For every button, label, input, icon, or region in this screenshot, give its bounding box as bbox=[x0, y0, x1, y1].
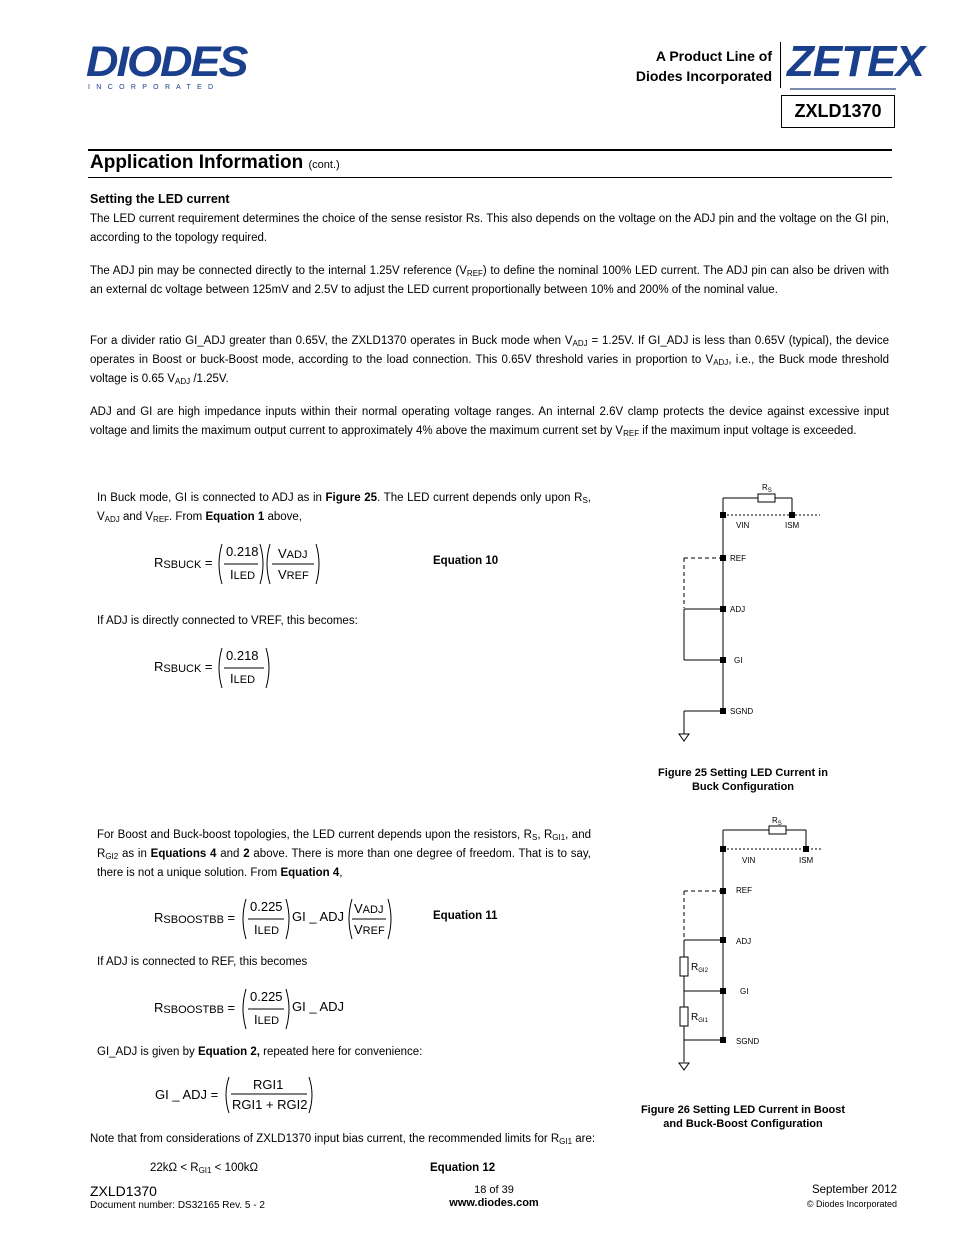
subheading: Setting the LED current bbox=[90, 192, 230, 206]
section-title-suffix: (cont.) bbox=[308, 159, 340, 171]
boost-sub-s: S bbox=[531, 833, 538, 842]
boost-ref-text: If ADJ is connected to REF, this becomes bbox=[97, 956, 308, 968]
fig25-ground-symbol bbox=[679, 734, 689, 741]
fig25-label-rs: $R_S$ bbox=[762, 483, 772, 494]
eqbr-num: 0.225 bbox=[250, 989, 283, 1004]
diodes-logo-subtext: I N C O R P O R A T E D bbox=[88, 84, 216, 91]
boost-intro-a: For Boost and Buck-boost topologies, the LED current depends upon the resistors, R bbox=[97, 829, 532, 841]
fig26-pin-ref bbox=[720, 888, 726, 894]
p2-text-b: ) to define the nominal 100% LED current. The ADJ pin can also be driven with an external dc voltage between 125mV and 2.5V to adjust the LED current proportionally between 10% and 200% of the nominal value. bbox=[90, 265, 889, 296]
fig25-label-adj: ADJ bbox=[730, 605, 746, 614]
eq10-vden-sub: REF bbox=[286, 570, 309, 582]
fig26-label-gi: GI bbox=[740, 987, 749, 996]
eqbd-lhs-sub: SBUCK bbox=[163, 663, 202, 675]
fig26-label-vin: VIN bbox=[742, 856, 756, 865]
eq11-den-sub: LED bbox=[257, 925, 280, 937]
p2-sub: REF bbox=[466, 269, 483, 278]
eq11-vnum bbox=[354, 901, 383, 916]
p3-sub-3: ADJ bbox=[175, 377, 191, 386]
eq10-vnum-v: V bbox=[278, 546, 287, 561]
buck-sub-s: S bbox=[582, 496, 588, 505]
p3-sub-1: ADJ bbox=[572, 339, 588, 348]
fig25-label-sgnd: SGND bbox=[730, 707, 754, 716]
boost-intro-g: , bbox=[339, 867, 343, 879]
eq12-text-b: < 100kΩ bbox=[211, 1162, 259, 1174]
eq10-vden-v: V bbox=[278, 567, 287, 582]
eq11-vden-v: V bbox=[354, 922, 363, 937]
boost-intro-eq: Equation 4 bbox=[280, 867, 340, 879]
buck-intro-b: . The LED current depends only upon R bbox=[377, 492, 583, 504]
eq11-vden-sub: REF bbox=[362, 925, 385, 937]
eqbr-giadj: GI _ ADJ bbox=[292, 999, 345, 1014]
eqgi-num: RGI1 bbox=[253, 1077, 284, 1092]
eq10-vden bbox=[278, 567, 309, 582]
footer-url[interactable]: www.diodes.com bbox=[449, 1197, 539, 1209]
figure-25-schematic bbox=[670, 478, 830, 748]
buck-sub-ref: REF bbox=[153, 515, 170, 524]
eq11-vnum-v: V bbox=[354, 901, 363, 916]
eqbd-lhs: $R_{SBUCK}$ = bbox=[154, 659, 213, 675]
equation-11 bbox=[154, 895, 404, 943]
eq11-giadj: GI _ ADJ bbox=[292, 909, 345, 924]
boost-intro-eq4: Equations 4 bbox=[150, 848, 217, 860]
equation-buck-direct bbox=[154, 644, 284, 692]
fig25-pin-ism bbox=[789, 512, 795, 518]
eq11-vnum-sub: ADJ bbox=[362, 904, 384, 916]
zetex-logo: ZETEX bbox=[787, 37, 924, 86]
section-rule-bottom bbox=[88, 177, 892, 178]
eqgi-den: RGI1 + RGI2 bbox=[232, 1097, 308, 1112]
eqbd-den bbox=[230, 671, 255, 686]
fig25-pin-ref bbox=[720, 555, 726, 561]
eq12-sub: GI1 bbox=[198, 1166, 212, 1175]
product-line-2: Diodes Incorporated bbox=[635, 68, 772, 84]
eq10-lhs: $R_{SBUCK}$ = bbox=[154, 555, 213, 571]
p3-text-a: For a divider ratio GI_ADJ greater than 0.65V, the ZXLD1370 operates in Buck mode when V bbox=[90, 335, 573, 347]
zetex-underline bbox=[790, 88, 896, 90]
eqbd-den-i: I bbox=[230, 671, 234, 686]
buck-intro-d: and V bbox=[119, 511, 154, 523]
eq12-text-a: 22kΩ < R bbox=[150, 1162, 199, 1174]
fig26-label-adj: ADJ bbox=[736, 937, 752, 946]
fig25-pin-adj bbox=[720, 606, 726, 612]
buck-sub-adj: ADJ bbox=[104, 515, 120, 524]
eq10-vnum-sub: ADJ bbox=[286, 549, 308, 561]
fig26-pin-gi bbox=[720, 988, 726, 994]
footer-copyright: © Diodes Incorporated bbox=[806, 1199, 897, 1209]
eqbr-lhs: $R_{SBOOSTBB}$ = bbox=[154, 1000, 236, 1016]
boost-intro-c: , and R bbox=[97, 829, 591, 860]
buck-intro-c: , V bbox=[97, 492, 591, 523]
fig26-label-rgi2: $R_{GI2}$ bbox=[691, 962, 708, 974]
eqbr-den bbox=[254, 1012, 279, 1027]
p3-text-d: /1.25V. bbox=[190, 373, 229, 385]
fig25-label-gi: GI bbox=[734, 656, 743, 665]
eqbd-num: 0.218 bbox=[226, 648, 259, 663]
fig26-label-rs: $R_S$ bbox=[772, 816, 782, 827]
fig26-label-ref: REF bbox=[736, 886, 752, 895]
diodes-logo-text: DIODES bbox=[86, 37, 247, 86]
fig25-pin-vin bbox=[720, 512, 726, 518]
buck-intro bbox=[97, 489, 591, 527]
eq11-lhs-r: R bbox=[154, 910, 164, 925]
product-line bbox=[636, 46, 772, 86]
boost-intro bbox=[97, 826, 591, 883]
footer-date: September 2012 bbox=[811, 1184, 897, 1196]
product-line-1: A Product Line of bbox=[655, 48, 772, 64]
paragraph-2 bbox=[90, 262, 889, 300]
fig26-pin-sgnd bbox=[720, 1037, 726, 1043]
section-title-text: Application Information bbox=[90, 152, 304, 173]
equation-giadj bbox=[155, 1075, 325, 1119]
fig25-resistor-rs bbox=[758, 494, 775, 502]
part-number-box: ZXLD1370 bbox=[781, 95, 895, 128]
giadj-text-b: repeated here for convenience: bbox=[259, 1046, 423, 1058]
fig26-resistor-rgi1 bbox=[680, 1007, 688, 1026]
fig26-pin-vin bbox=[720, 846, 726, 852]
paragraph-1: The LED current requirement determines the choice of the sense resistor Rs. This also depends on the voltage on the ADJ pin and the voltage on the GI pin, according to the topology required. bbox=[90, 213, 889, 244]
fig26-label-ism: ISM bbox=[799, 856, 814, 865]
eq10-num: 0.218 bbox=[226, 544, 259, 559]
equation-12-label: Equation 12 bbox=[430, 1162, 496, 1174]
note-text-a: Note that from considerations of ZXLD1370 input bias current, the recommended limits for R bbox=[90, 1133, 560, 1145]
fig26-pin-ism bbox=[803, 846, 809, 852]
buck-intro-e: . From bbox=[169, 511, 206, 523]
fig25-label-ism: ISM bbox=[785, 521, 800, 530]
note-sub: GI1 bbox=[559, 1137, 573, 1146]
eq11-vden bbox=[354, 922, 385, 937]
p2-text-a: The ADJ pin may be connected directly to the internal 1.25V reference (V bbox=[90, 265, 467, 277]
p4-text-b: if the maximum input voltage is exceeded. bbox=[639, 425, 857, 437]
header-divider bbox=[780, 42, 781, 88]
fig25-label-ref: REF bbox=[730, 554, 746, 563]
footer-part: ZXLD1370 bbox=[90, 1183, 157, 1199]
eq11-den bbox=[254, 922, 279, 937]
boost-intro-eq2: 2 bbox=[243, 848, 250, 860]
eqbr-lhs-sub: SBOOSTBB bbox=[163, 1004, 224, 1016]
eq11-den-i: I bbox=[254, 922, 258, 937]
fig25-pin-sgnd bbox=[720, 708, 726, 714]
p3-sub-2: ADJ bbox=[713, 358, 729, 367]
eq10-vnum bbox=[278, 546, 307, 561]
fig25-caption-2: Buck Configuration bbox=[691, 781, 795, 793]
eq11-lhs: $R_{SBOOSTBB}$ = bbox=[154, 910, 236, 926]
p3-text-c: , i.e., the Buck mode threshold voltage is 0.65 V bbox=[90, 354, 890, 385]
eqbd-den-sub: LED bbox=[233, 674, 256, 686]
equation-11-label: Equation 11 bbox=[433, 910, 498, 922]
figure-26-caption bbox=[606, 1103, 880, 1131]
paragraph-3 bbox=[90, 332, 889, 389]
boost-intro-f: above. There is more than one degree of freedom. That is to say, there is not a unique solution. From bbox=[97, 848, 591, 879]
boost-sub-gi2: GI2 bbox=[105, 852, 119, 861]
eq10-lhs-sub: SBUCK bbox=[163, 559, 202, 571]
equation-12 bbox=[150, 1162, 258, 1174]
eqbr-den-sub: LED bbox=[257, 1015, 280, 1027]
equation-10-label: Equation 10 bbox=[433, 555, 499, 567]
eqbr-lhs-r: R bbox=[154, 1000, 164, 1015]
fig25-label-vin: VIN bbox=[736, 521, 750, 530]
buck-intro-f: above, bbox=[264, 511, 302, 523]
eq10-den-sub: LED bbox=[233, 570, 256, 582]
note-text bbox=[90, 1130, 889, 1149]
buck-intro-a: In Buck mode, GI is connected to ADJ as in bbox=[97, 492, 326, 504]
p3-text-b: = 1.25V. If GI_ADJ is less than 0.65V (typical), the device operates in Boost or buck-Boost mode, according to the load connection. This 0.65V threshold varies in proportion to V bbox=[90, 335, 889, 366]
footer-docnum: Document number: DS32165 Rev. 5 - 2 bbox=[90, 1200, 265, 1211]
paragraph-4 bbox=[90, 403, 889, 441]
footer-page: 18 of 39 bbox=[474, 1184, 514, 1196]
figure-26-schematic bbox=[670, 812, 830, 1077]
figure-25-caption bbox=[620, 766, 866, 794]
buck-intro-fig: Figure 25 bbox=[325, 492, 378, 504]
fig26-resistor-rgi2 bbox=[680, 957, 688, 976]
fig25-caption-1: Figure 25 Setting LED Current in bbox=[658, 767, 828, 779]
fig26-label-sgnd: SGND bbox=[736, 1037, 760, 1046]
boost-intro-b: , R bbox=[537, 829, 553, 841]
giadj-text-a: GI_ADJ is given by bbox=[97, 1046, 198, 1058]
p4-text-a: ADJ and GI are high impedance inputs within their normal operating voltage ranges. An internal 2.6V clamp protects the device against excessive input voltage and limits the maximum output current to approximately 4% above the maximum current set by V bbox=[90, 406, 889, 437]
p4-sub: REF bbox=[623, 429, 640, 438]
equation-10 bbox=[154, 540, 324, 588]
eq10-lhs-r: R bbox=[154, 555, 164, 570]
boost-sub-gi1: GI1 bbox=[552, 833, 566, 842]
diodes-logo bbox=[86, 37, 252, 91]
fig26-label-rgi1: $R_{GI1}$ bbox=[691, 1012, 708, 1024]
boost-intro-e: and bbox=[216, 848, 244, 860]
giadj-text-eq: Equation 2, bbox=[197, 1046, 260, 1058]
giadj-text bbox=[97, 1043, 591, 1062]
fig25-pin-gi bbox=[720, 657, 726, 663]
eqgi-lhs-text: GI _ ADJ bbox=[155, 1087, 208, 1102]
eq11-num: 0.225 bbox=[250, 899, 283, 914]
buck-intro-eq: Equation 1 bbox=[205, 511, 265, 523]
note-text-b: are: bbox=[572, 1133, 596, 1145]
eqgi-lhs: GI _ ADJ = bbox=[155, 1087, 219, 1102]
eq11-lhs-sub: SBOOSTBB bbox=[163, 914, 224, 926]
eq10-den-i: I bbox=[230, 567, 234, 582]
fig26-resistor-rs bbox=[769, 826, 786, 834]
section-rule-top bbox=[88, 149, 892, 151]
equation-boost-ref bbox=[154, 985, 354, 1033]
fig26-pin-adj bbox=[720, 937, 726, 943]
eq10-den bbox=[230, 567, 255, 582]
fig26-ground-symbol bbox=[679, 1063, 689, 1070]
section-title bbox=[90, 152, 340, 174]
eqbd-lhs-r: R bbox=[154, 659, 164, 674]
boost-intro-d: as in bbox=[118, 848, 151, 860]
buck-direct-text: If ADJ is directly connected to VREF, this becomes: bbox=[97, 615, 358, 627]
eqbr-den-i: I bbox=[254, 1012, 258, 1027]
fig26-caption-2: and Buck-Boost Configuration bbox=[663, 1118, 823, 1130]
fig26-caption-1: Figure 26 Setting LED Current in Boost bbox=[640, 1104, 846, 1116]
